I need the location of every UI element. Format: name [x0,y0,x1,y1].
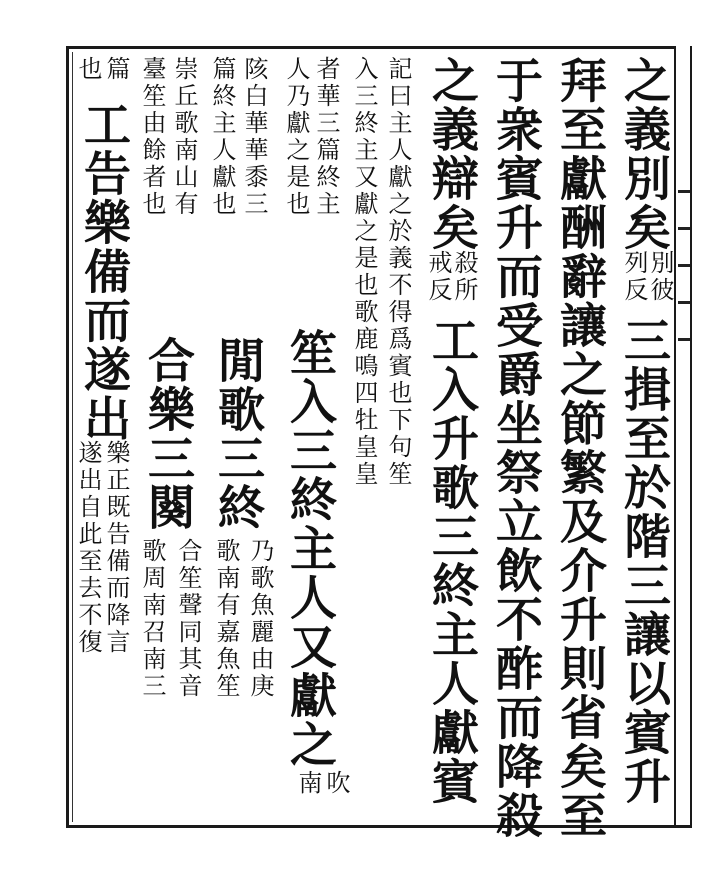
frame-left-border [66,46,69,828]
annotation-right: 者華三篇終主 [312,56,340,218]
text-column-8: 合樂三闋 [140,336,195,532]
annotation-right: 別彼 [646,250,674,304]
text-column-7: 閒歌三終 [210,336,265,532]
annotation-right: 吹 [322,770,350,797]
annotation-right: 陔白華華黍三 [240,56,268,218]
text-column-4: 之義辯矣 [424,56,479,252]
margin-edge-marks [678,190,692,341]
text-column-1 [616,56,671,252]
annotation-left: 歌周南召南三 [138,538,166,700]
annotation-right: 合笙聲同其音 [174,538,202,700]
text-column-9: 工告樂備而遂出 [76,100,131,443]
annotation-line-right: 記曰主人獻之於義不得爲賓也下句笙 [384,56,412,488]
annotation-left: 南 [294,770,322,797]
main-text: 之義別矣 [616,56,671,252]
annotation-right: 崇丘歌南山有 [170,56,198,218]
frame-top-border [66,46,676,49]
annotation-left: 列反 [620,250,648,304]
annotation-right: 殺所 [450,250,478,304]
annotation-left: 臺笙由餘者也 [138,56,166,218]
annotation-left: 歌南有嘉魚笙 [212,538,240,700]
text-column-2: 拜至獻酬辭讓之節繁及介升則省矣至 [552,56,607,840]
annotation-left: 也 [74,56,102,83]
annotation-left: 戒反 [424,250,452,304]
annotation-left: 人乃獻之是也 [282,56,310,218]
text-column-4-continued: 工入升歌三終主人獻賓 [424,316,479,806]
frame-left-inner-border [72,52,73,822]
annotation-right: 篇 [102,56,130,83]
annotation-right: 乃歌魚麗由庚 [246,538,274,700]
text-column-6: 笙入三終主人又獻之 [282,328,337,769]
text-column-1-continued: 三揖至於階三讓以賓升 [616,316,671,806]
annotation-right: 樂正既告備而降言 [102,440,130,656]
annotation-left: 遂出自此至去不復 [74,440,102,656]
text-column-3: 于衆賓升而受爵坐祭立飲不酢而降殺 [488,56,543,840]
frame-margin-border [690,46,692,828]
annotation-left: 篇終主人獻也 [208,56,236,218]
frame-right-border [674,46,676,828]
annotation-line-left: 入三終主又獻之是也歌鹿鳴四牡皇皇 [350,56,378,488]
